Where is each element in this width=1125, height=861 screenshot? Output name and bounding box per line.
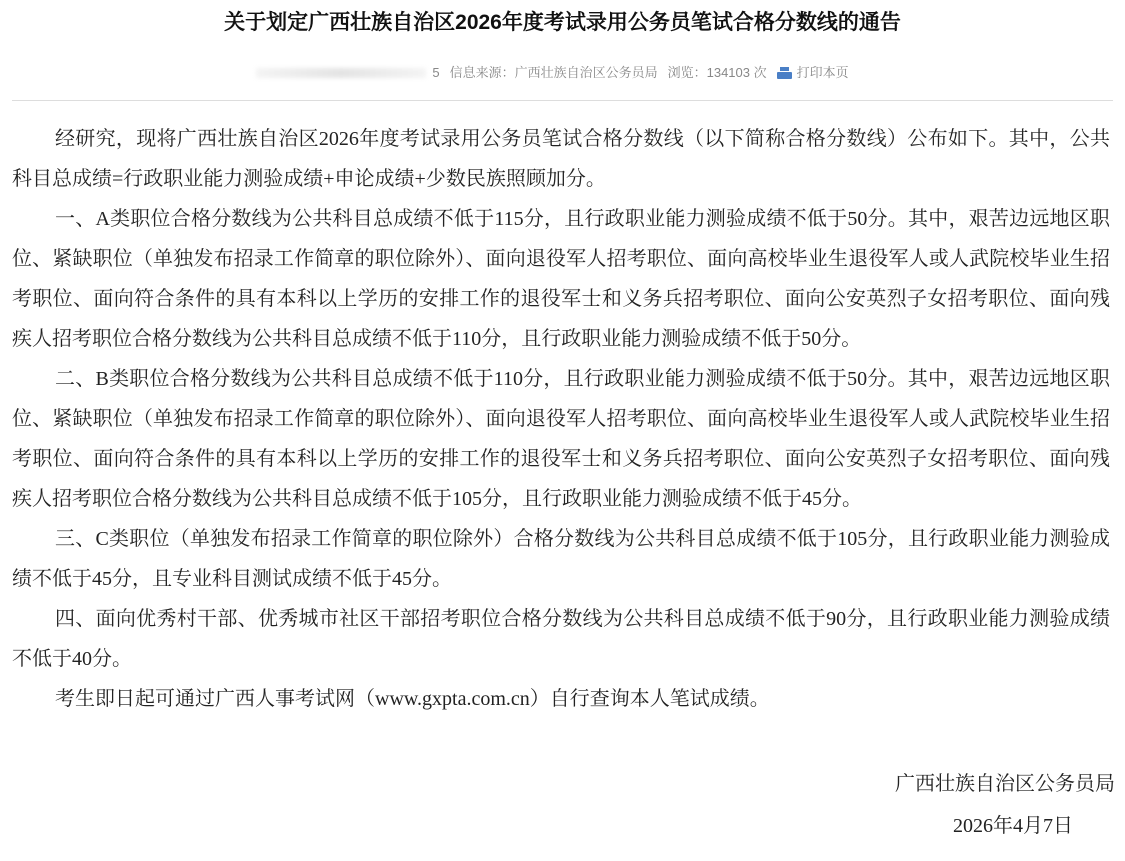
paragraph-a-class: 一、A类职位合格分数线为公共科目总成绩不低于115分，且行政职业能力测验成绩不低于50分。其中，艰苦边远地区职位、紧缺职位（单独发布招录工作简章的职位除外）、面向退役军人招考职位、面向高校毕业生退役军人或人武院校毕业生招考职位、面向符合条件的具有本科以上学历的安排工作的退役军士和义务兵招考职位、面向公安英烈子女招考职位、面向残疾人招考职位合格分数线为公共科目总成绩不低于110分，且行政职业能力测验成绩不低于50分。 [12,208,1110,350]
paragraph-query: 考生即日起可通过广西人事考试网（www.gxpta.com.cn）自行查询本人笔试成绩。 [55,688,770,710]
paragraph-b-class: 二、B类职位合格分数线为公共科目总成绩不低于110分，且行政职业能力测验成绩不低于50分。其中，艰苦边远地区职位、紧缺职位（单独发布招录工作简章的职位除外）、面向退役军人招考职位、面向高校毕业生退役军人或人武院校毕业生招考职位、面向符合条件的具有本科以上学历的安排工作的退役军士和义务兵招考职位、面向公安英烈子女招考职位、面向残疾人招考职位合格分数线为公共科目总成绩不低于105分，且行政职业能力测验成绩不低于45分。 [12,368,1110,510]
page-title: 关于划定广西壮族自治区2026年度考试录用公务员笔试合格分数线的通告 [224,11,901,34]
view-count: 浏览：134103 次 [667,65,767,80]
divider [12,100,1113,101]
article-meta [0,62,1125,84]
signature: 广西壮族自治区公务员局 [895,773,1115,795]
article-body [12,119,1110,719]
publish-date: 5 [432,65,440,80]
info-source: 信息来源：广西壮族自治区公务员局 [449,65,658,80]
paragraph-intro: 经研究，现将广西壮族自治区2026年度考试录用公务员笔试合格分数线（以下简称合格分数线）公布如下。其中，公共科目总成绩=行政职业能力测验成绩+申论成绩+少数民族照顾加分。 [12,128,1110,190]
paragraph-c-class: 三、C类职位（单独发布招录工作简章的职位除外）合格分数线为公共科目总成绩不低于105分，且行政职业能力测验成绩不低于45分，且专业科目测试成绩不低于45分。 [12,528,1110,590]
sign-date: 2026年4月7日 [953,815,1073,837]
print-label: 打印本页 [796,65,849,80]
printer-icon [777,67,792,79]
paragraph-village-cadre: 四、面向优秀村干部、优秀城市社区干部招考职位合格分数线为公共科目总成绩不低于90分，且行政职业能力测验成绩不低于40分。 [12,608,1110,670]
blurred-date [256,68,426,78]
print-button[interactable] [777,62,859,84]
